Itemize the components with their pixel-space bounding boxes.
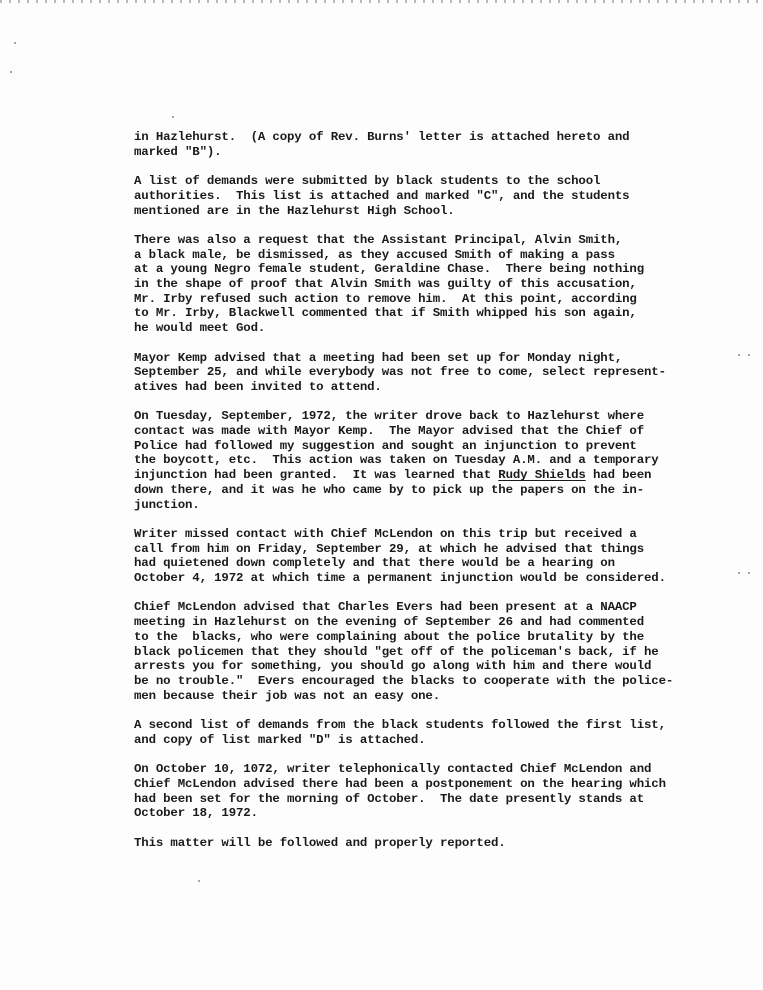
text-line: and copy of list marked "D" is attached.: [134, 732, 426, 747]
text-line: A second list of demands from the black students followed the first list,: [134, 718, 666, 733]
text-line: Mayor Kemp advised that a meeting had been set up for Monday night,: [134, 350, 623, 365]
text-line: contact was made with Mayor Kemp. The Mayor advised that the Chief of: [134, 424, 644, 438]
text-line: Police had followed my suggestion and sought an injunction to prevent: [134, 438, 637, 453]
paragraph-p7: [134, 600, 704, 703]
paragraph-p10: [134, 836, 704, 851]
text-line: atives had been invited to attend.: [134, 379, 382, 394]
text-line: in the shape of proof that Alvin Smith was guilty of this accusation,: [134, 277, 637, 291]
scan-speck: [748, 354, 750, 356]
text-line: to Mr. Irby, Blackwell commented that if Smith whipped his son again,: [134, 306, 637, 321]
text-line: October 18, 1972.: [134, 806, 258, 821]
scan-speck: [738, 354, 740, 356]
text-line: Mr. Irby refused such action to remove him. At this point, according: [134, 291, 637, 306]
text-line: had quietened down completely and that there would be a hearing on: [134, 556, 615, 571]
text-line: black policemen that they should "get off of the policeman's back, if he: [134, 644, 659, 659]
paragraph-p2: [134, 174, 704, 218]
text-line: down there, and it was he who came by to pick up the papers on the in-: [134, 482, 644, 497]
text-line: had been set for the morning of October. The date presently stands at: [134, 791, 644, 806]
text-line: This matter will be followed and properly reported.: [134, 835, 506, 850]
text-line: call from him on Friday, September 29, at which he advised that things: [134, 541, 644, 556]
text-line: arrests you for something, you should go along with him and there would: [134, 659, 652, 674]
scan-speck: [172, 116, 174, 118]
paragraph-p1: [134, 130, 704, 159]
text-line: men because their job was not an easy one.: [134, 688, 440, 703]
paragraph-p4: [134, 351, 704, 395]
document-body: [134, 130, 704, 865]
scan-speck: [738, 572, 740, 574]
paragraph-p8: [134, 718, 704, 747]
scan-speck: [14, 42, 16, 44]
text-line: October 4, 1972 at which time a permanent injunction would be considered.: [134, 571, 666, 586]
text-line: A list of demands were submitted by black students to the school: [134, 174, 601, 189]
text-line: marked "B").: [134, 144, 222, 159]
text-line: meeting in Hazlehurst on the evening of September 26 and had commented: [134, 615, 644, 630]
paragraph-p5: [134, 409, 704, 512]
text-line: mentioned are in the Hazlehurst High School.: [134, 203, 455, 218]
text-line: There was also a request that the Assistant Principal, Alvin Smith,: [134, 232, 623, 247]
text-line: On October 10, 1072, writer telephonically contacted Chief McLendon and: [134, 762, 652, 777]
text-line: Writer missed contact with Chief McLendon on this trip but received a: [134, 526, 637, 541]
paragraph-p3: [134, 233, 704, 336]
text-line: to the blacks, who were complaining about the police brutality by the: [134, 629, 644, 644]
text-line: at a young Negro female student, Geraldine Chase. There being nothing: [134, 262, 644, 277]
underlined-name: Rudy Shields: [498, 468, 586, 483]
text-line: Chief McLendon advised there had been a postponement on the hearing which: [134, 776, 666, 791]
scan-speck: [198, 880, 200, 882]
text-line: Chief McLendon advised that Charles Evers had been present at a NAACP: [134, 600, 637, 615]
text-line: be no trouble." Evers encouraged the blacks to cooperate with the police-: [134, 673, 674, 688]
scan-speck: [748, 572, 750, 574]
text-line: he would meet God.: [134, 321, 266, 336]
text-line: authorities. This list is attached and marked "C", and the students: [134, 188, 630, 203]
text-line: September 25, and while everybody was not free to come, select represent-: [134, 365, 666, 380]
scan-speck: [10, 71, 12, 73]
text-line: a black male, be dismissed, as they accused Smith of making a pass: [134, 247, 615, 262]
text-line: in Hazlehurst. (A copy of Rev. Burns' letter is attached hereto and: [134, 130, 630, 144]
paragraph-p6: [134, 527, 704, 586]
text-line: injunction had been granted. It was learned that Rudy Shields had been: [134, 468, 652, 483]
text-line: On Tuesday, September, 1972, the writer drove back to Hazlehurst where: [134, 409, 644, 424]
page-top-edge: [0, 0, 763, 3]
text-line: junction.: [134, 497, 200, 512]
paragraph-p9: [134, 762, 704, 821]
text-line: the boycott, etc. This action was taken on Tuesday A.M. and a temporary: [134, 453, 659, 468]
